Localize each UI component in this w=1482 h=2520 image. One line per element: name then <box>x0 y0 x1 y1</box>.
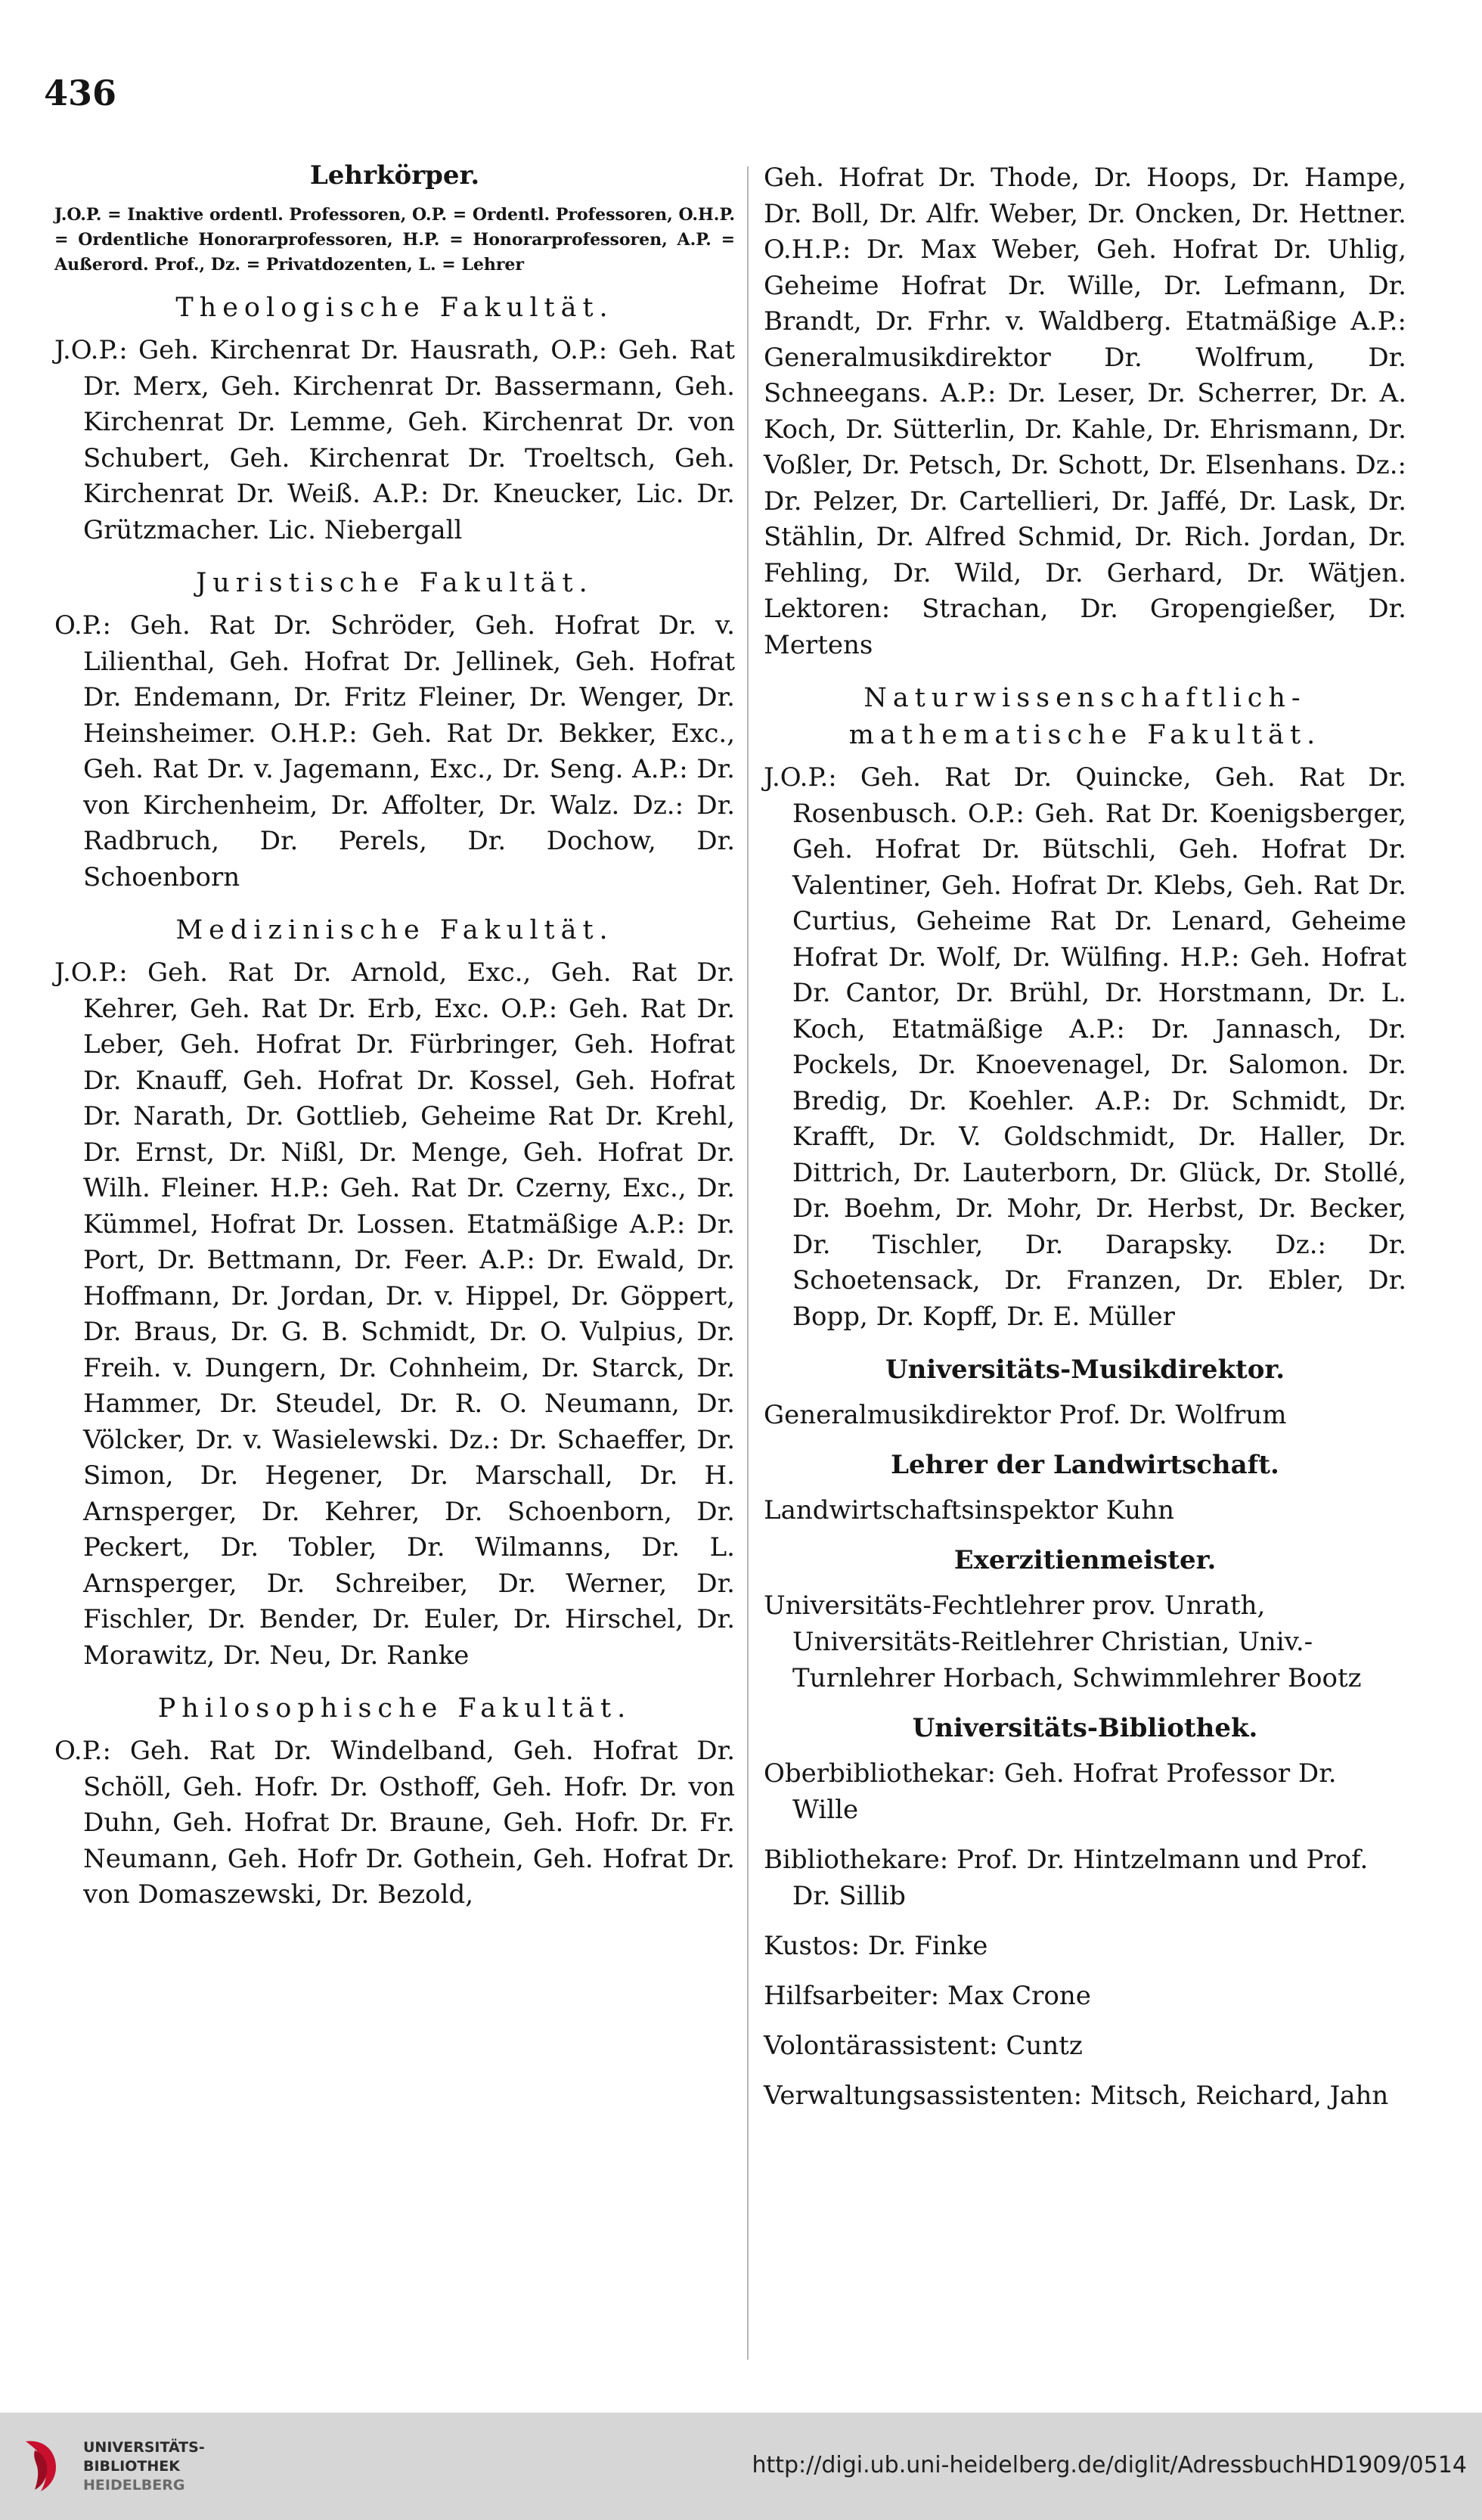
footer-bar <box>0 2413 1482 2520</box>
heading-law: Juristische Fakultät. <box>196 568 594 598</box>
exercise-masters-entry: Universitäts-Fechtlehrer prov. Unrath, Universitäts-Reitlehrer Christian, Univ.-Turnlehrer Horbach, Schwimmlehrer Bootz <box>764 1591 1362 1693</box>
theology-entry: J.O.P.: Geh. Kirchenrat Dr. Hausrath, O.P.: Geh. Rat Dr. Merx, Geh. Kirchenrat Dr. Bassermann, Geh. Kirchenrat Dr. Lemme, Geh. Kirchenrat Dr. von Schubert, Geh. Kirchenrat Dr. Troeltsch, Geh. Kirchenrat Dr. Weiß. A.P.: Dr. Kneucker, Lic. Dr. Grützmacher. Lic. Niebergall <box>54 335 735 545</box>
agriculture-entry: Landwirtschaftsinspektor Kuhn <box>764 1495 1175 1525</box>
abbreviation-legend: J.O.P. = Inaktive ordentl. Professoren, O.P. = Ordentl. Professoren, O.H.P. = Ordentliche Honorarprofessoren, H.P. = Honorarprofessoren, A.P. = Außerord. Prof., Dz. = Privatdozenten, L. = Lehrer <box>54 205 736 275</box>
philosophy-entry: O.P.: Geh. Rat Dr. Windelband, Geh. Hofrat Dr. Schöll, Geh. Hofr. Dr. Osthoff, Geh. Hofr. Dr. von Duhn, Geh. Hofrat Dr. Braune, Geh. Hofr. Dr. Fr. Neumann, Geh. Hofr Dr. Gothein, Geh. Hofrat Dr. von Domaszewski, Dr. Bezold, <box>54 1736 735 1910</box>
column-divider <box>747 166 749 2360</box>
music-director-entry: Generalmusikdirektor Prof. Dr. Wolfrum <box>764 1400 1287 1430</box>
law-entry: O.P.: Geh. Rat Dr. Schröder, Geh. Hofrat Dr. v. Lilienthal, Geh. Hofrat Dr. Jellinek, Geh. Hofrat Dr. Endemann, Dr. Fritz Fleiner, Dr. Wenger, Dr. Heinsheimer. O.H.P.: Geh. Rat Dr. Bekker, Exc., Geh. Rat Dr. v. Jagemann, Exc., Dr. Seng. A.P.: Dr. von Kirchenheim, Dr. Affolter, Dr. Walz. Dz.: Dr. Radbruch, Dr. Perels, Dr. Dochow, Dr. Schoenborn <box>54 610 735 892</box>
library-item-admin-assistants: Verwaltungsassistenten: Mitsch, Reichard, Jahn <box>764 2081 1389 2111</box>
heading-science: Naturwissenschaftlich-mathematische Fakultät. <box>848 683 1322 750</box>
source-url-link[interactable]: http://digi.ub.uni-heidelberg.de/diglit/AdressbuchHD1909/0514 <box>752 2452 1467 2478</box>
heading-medicine: Medizinische Fakultät. <box>175 915 614 945</box>
library-item-assistant-worker: Hilfsarbeiter: Max Crone <box>764 1981 1091 2011</box>
logo-line-1: UNIVERSITÄTS- <box>83 2439 205 2456</box>
heading-philosophy: Philosophische Fakultät. <box>157 1693 632 1724</box>
science-entry: J.O.P.: Geh. Rat Dr. Quincke, Geh. Rat Dr. Rosenbusch. O.P.: Geh. Rat Dr. Koenigsberger, Geh. Hofrat Dr. Bütschli, Geh. Hofrat Dr. Valentiner, Geh. Hofrat Dr. Klebs, Geh. Rat Dr. Curtius, Geheime Rat Dr. Lenard, Geheime Hofrat Dr. Wolf, Dr. Wülfing. H.P.: Geh. Hofrat Dr. Cantor, Dr. Brühl, Dr. Horstmann, Dr. L. Koch, Etatmäßige A.P.: Dr. Jannasch, Dr. Pockels, Dr. Knoevenagel, Dr. Salomon. Dr. Bredig, Dr. Koehler. A.P.: Dr. Schmidt, Dr. Krafft, Dr. V. Goldschmidt, Dr. Haller, Dr. Dittrich, Dr. Lauterborn, Dr. Glück, Dr. Stollé, Dr. Boehm, Dr. Mohr, Dr. Herbst, Dr. Becker, Dr. Tischler, Dr. Darapsky. Dz.: Dr. Schoetensack, Dr. Franzen, Dr. Ebler, Dr. Bopp, Dr. Kopff, Dr. E. Müller <box>764 762 1406 1332</box>
university-library-logo-icon <box>15 2435 76 2496</box>
medicine-entry: J.O.P.: Geh. Rat Dr. Arnold, Exc., Geh. Rat Dr. Kehrer, Geh. Rat Dr. Erb, Exc. O.P.: Geh. Rat Dr. Leber, Geh. Hofrat Dr. Fürbringer, Geh. Hofrat Dr. Knauff, Geh. Hofrat Dr. Kossel, Geh. Hofrat Dr. Narath, Dr. Gottlieb, Geheime Rat Dr. Krehl, Dr. Ernst, Dr. Nißl, Dr. Menge, Geh. Hofrat Dr. Wilh. Fleiner. H.P.: Geh. Rat Dr. Czerny, Exc., Dr. Kümmel, Hofrat Dr. Lossen. Etatmäßige A.P.: Dr. Port, Dr. Bettmann, Dr. Feer. A.P.: Dr. Ewald, Dr. Hoffmann, Dr. Jordan, Dr. v. Hippel, Dr. Göppert, Dr. Braus, Dr. G. B. Schmidt, Dr. O. Vulpius, Dr. Freih. v. Dungern, Dr. Cohnheim, Dr. Starck, Dr. Hammer, Dr. Steudel, Dr. R. O. Neumann, Dr. Völcker, Dr. v. Wasielewski. Dz.: Dr. Schaeffer, Dr. Simon, Dr. Hegener, Dr. Marschall, Dr. H. Arnsperger, Dr. Kehrer, Dr. Schoenborn, Dr. Peckert, Dr. Tobler, Dr. Wilmanns, Dr. L. Arnsperger, Dr. Schreiber, Dr. Werner, Dr. Fischler, Dr. Bender, Dr. Euler, Dr. Hirschel, Dr. Morawitz, Dr. Neu, Dr. Ranke <box>54 957 735 1671</box>
page-number: 436 <box>44 73 117 113</box>
library-item-head-librarian: Oberbibliothekar: Geh. Hofrat Professor Dr. Wille <box>764 1758 1337 1825</box>
right-column <box>764 160 1406 2127</box>
library-item-custodian: Kustos: Dr. Finke <box>764 1931 988 1961</box>
logo-line-3: HEIDELBERG <box>83 2477 185 2494</box>
heading-exercise-masters: Exerzitienmeister. <box>953 1545 1217 1575</box>
heading-library: Universitäts-Bibliothek. <box>912 1713 1258 1743</box>
logo-line-2: BIBLIOTHEK <box>83 2458 180 2475</box>
philosophy-entry-continued: Geh. Hofrat Dr. Thode, Dr. Hoops, Dr. Hampe, Dr. Boll, Dr. Alfr. Weber, Dr. Oncken, Dr. Hettner. O.H.P.: Dr. Max Weber, Geh. Hofrat Dr. Uhlig, Geheime Hofrat Dr. Wille, Dr. Lefmann, Dr. Brandt, Dr. Frhr. v. Waldberg. Etatmäßige A.P.: Generalmusikdirektor Dr. Wolfrum, Dr. Schneegans. A.P.: Dr. Leser, Dr. Scherrer, Dr. A. Koch, Dr. Sütterlin, Dr. Kahle, Dr. Ehrismann, Dr. Voßler, Dr. Petsch, Dr. Schott, Dr. Elsenhans. Dz.: Dr. Pelzer, Dr. Cartellieri, Dr. Jaffé, Dr. Lask, Dr. Stählin, Dr. Alfred Schmid, Dr. Rich. Jordan, Dr. Fehling, Dr. Wild, Dr. Gerhard, Dr. Wätjen. Lektoren: Strachan, Dr. Gropengießer, Dr. Mertens <box>764 163 1406 660</box>
section-heading-lehrkoerper: Lehrkörper. <box>309 160 480 191</box>
heading-theology: Theologische Fakultät. <box>175 293 614 323</box>
heading-music-director: Universitäts-Musikdirektor. <box>885 1355 1285 1385</box>
heading-agriculture: Lehrer der Landwirtschaft. <box>891 1450 1279 1480</box>
left-column <box>54 157 735 1930</box>
library-item-volunteer-assistant: Volontärassistent: Cuntz <box>764 2031 1083 2061</box>
library-item-librarians: Bibliothekare: Prof. Dr. Hintzelmann und Prof. Dr. Sillib <box>764 1845 1369 1911</box>
library-logo-text <box>83 2438 310 2495</box>
